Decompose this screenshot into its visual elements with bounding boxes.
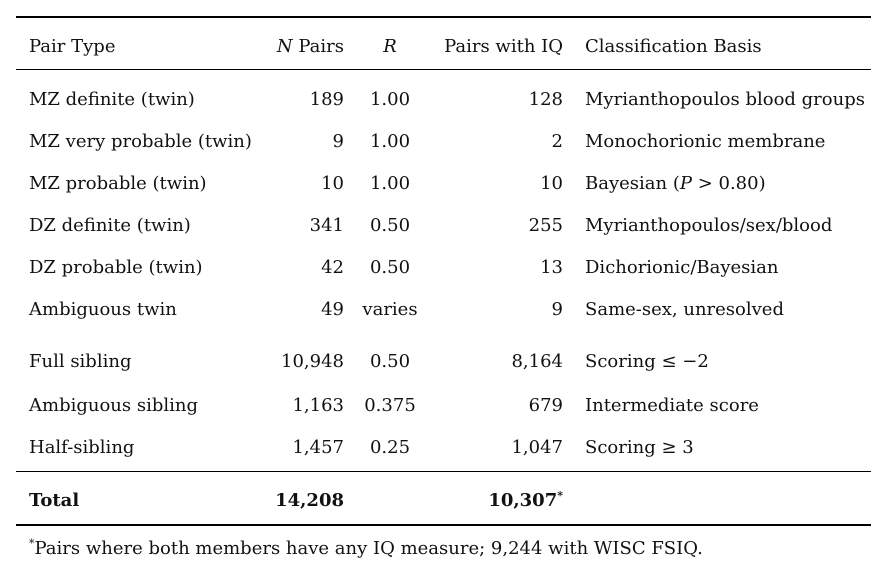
table-row [0, 129, 885, 155]
n-pairs-cell: 1,457 [292, 437, 344, 458]
r-cell: 1.00 [369, 173, 411, 194]
basis-cell: Scoring ≥ 3 [585, 437, 694, 458]
header-pair-type: Pair Type [29, 36, 116, 57]
basis-cell: Dichorionic/Bayesian [585, 257, 779, 278]
n-pairs-cell: 10 [321, 173, 344, 194]
header-basis: Classification Basis [585, 36, 762, 57]
header-n-italic: N [276, 36, 293, 57]
r-cell: 0.25 [369, 437, 411, 458]
total-pairs-iq [430, 488, 563, 514]
r-cell: 1.00 [369, 131, 411, 152]
pair-type-cell: Half-sibling [29, 437, 135, 458]
footnote-text: Pairs where both members have any IQ measure; 9,244 with WISC FSIQ. [34, 538, 703, 559]
header-pairs-with-iq: Pairs with IQ [444, 36, 563, 57]
total-n-pairs: 14,208 [275, 490, 344, 511]
pair-type-cell: DZ definite (twin) [29, 215, 191, 236]
total-rule [16, 471, 871, 472]
n-pairs-cell: 49 [321, 299, 344, 320]
table-row [0, 435, 885, 461]
pairs-iq-cell: 8,164 [511, 351, 563, 372]
pairs-iq-cell: 128 [528, 89, 563, 110]
basis-cell: Myrianthopoulos blood groups [585, 89, 865, 110]
basis-cell: Scoring ≤ −2 [585, 351, 709, 372]
total-label: Total [29, 490, 80, 511]
pair-type-cell: DZ probable (twin) [29, 257, 203, 278]
header-r: R [383, 36, 397, 57]
pairs-iq-cell: 10 [540, 173, 563, 194]
total-row [0, 488, 885, 514]
n-pairs-cell: 189 [309, 89, 344, 110]
header-n-rest: Pairs [298, 36, 344, 57]
table-row [0, 349, 885, 375]
n-pairs-cell: 10,948 [281, 351, 344, 372]
pairs-iq-cell: 255 [528, 215, 563, 236]
table-row [0, 393, 885, 419]
pairs-iq-cell: 1,047 [511, 437, 563, 458]
r-cell: 0.50 [369, 215, 411, 236]
top-rule [16, 16, 871, 18]
r-cell: 0.375 [364, 395, 416, 416]
pair-type-cell: MZ definite (twin) [29, 89, 195, 110]
pairs-iq-cell: 9 [551, 299, 563, 320]
header-n-pairs [240, 34, 344, 60]
r-cell: 1.00 [369, 89, 411, 110]
basis-cell: Monochorionic membrane [585, 131, 826, 152]
r-cell: 0.50 [369, 257, 411, 278]
header-rule [16, 69, 871, 70]
table-row [0, 87, 885, 113]
basis-cell: Myrianthopoulos/sex/blood [585, 215, 833, 236]
table-row [0, 213, 885, 239]
pair-type-cell: MZ very probable (twin) [29, 131, 252, 152]
n-pairs-cell: 9 [332, 131, 344, 152]
n-pairs-cell: 1,163 [292, 395, 344, 416]
basis-post: > 0.80) [691, 173, 766, 194]
pairs-iq-cell: 679 [528, 395, 563, 416]
bottom-rule [16, 524, 871, 526]
table-footnote [29, 536, 703, 562]
total-iq-value: 10,307 [488, 490, 558, 511]
basis-cell [585, 171, 766, 197]
header-row [0, 34, 885, 60]
pairs-iq-cell: 2 [551, 131, 563, 152]
basis-cell: Same-sex, unresolved [585, 299, 784, 320]
pair-type-cell: Full sibling [29, 351, 132, 372]
table-row [0, 171, 885, 197]
basis-p-italic: P [679, 173, 692, 194]
footnote-mark: * [29, 537, 35, 550]
r-cell: varies [362, 299, 418, 320]
table-row [0, 297, 885, 323]
pair-type-cell: Ambiguous twin [29, 299, 177, 320]
n-pairs-cell: 42 [321, 257, 344, 278]
n-pairs-cell: 341 [309, 215, 344, 236]
basis-pre: Bayesian ( [585, 173, 680, 194]
r-cell: 0.50 [369, 351, 411, 372]
pair-type-cell: Ambiguous sibling [29, 395, 198, 416]
total-iq-footnote-mark: * [557, 489, 563, 502]
pair-type-cell: MZ probable (twin) [29, 173, 207, 194]
basis-cell: Intermediate score [585, 395, 759, 416]
pairs-iq-cell: 13 [540, 257, 563, 278]
table-row [0, 255, 885, 281]
